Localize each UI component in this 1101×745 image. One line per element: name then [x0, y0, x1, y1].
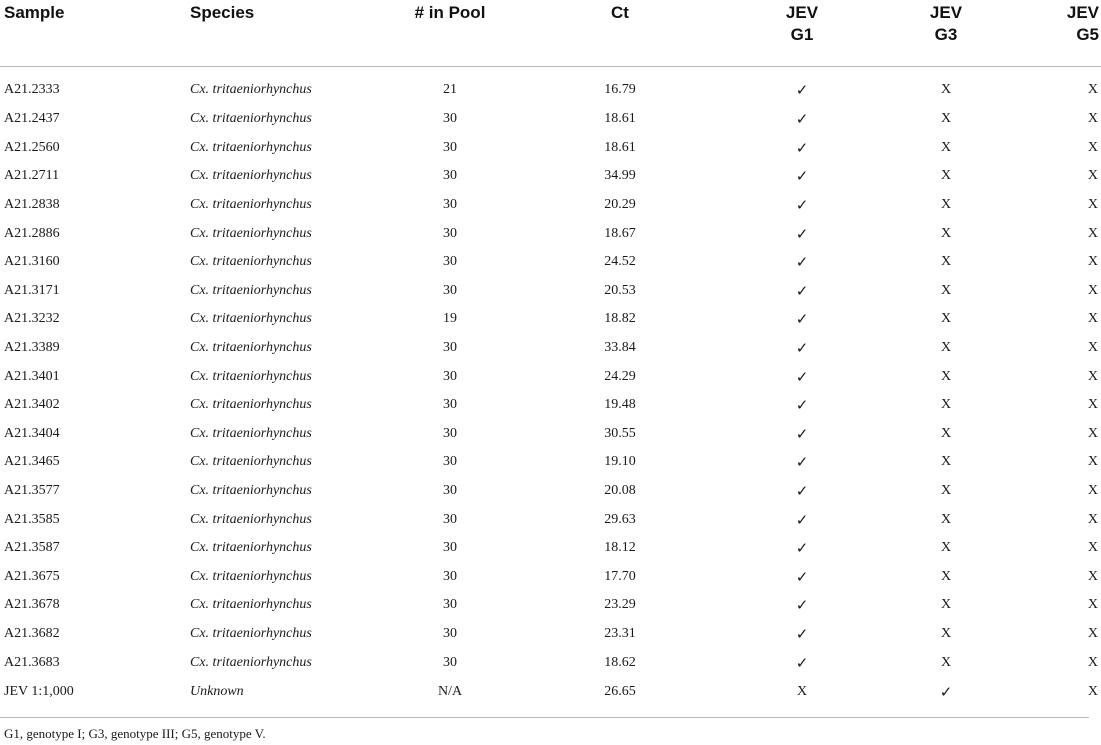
cell-species: Cx. tritaeniorhynchus: [190, 397, 312, 413]
cell-sample: A21.2560: [4, 139, 60, 155]
cell-sample: A21.3404: [4, 425, 60, 441]
cell-species: Cx. tritaeniorhynchus: [190, 225, 312, 241]
table-row: [0, 534, 1101, 563]
header-pool: # in Pool: [390, 0, 510, 67]
table-row: [0, 305, 1101, 334]
cell-sample: A21.3585: [4, 511, 60, 527]
cell-pool: 30: [443, 225, 457, 241]
cell-g5: X: [1087, 168, 1098, 184]
cell-g5: X: [1087, 82, 1098, 97]
cell-g1: ✓: [795, 110, 809, 129]
cell-ct: 18.82: [604, 311, 636, 327]
cell-sample: A21.2711: [4, 168, 60, 184]
cell-pool: 30: [443, 397, 457, 413]
cell-g5: X: [1087, 197, 1098, 213]
table-row: [0, 477, 1101, 506]
cell-g5: X: [1087, 111, 1098, 127]
cell-g3: X: [940, 597, 952, 613]
cell-pool: 30: [443, 168, 457, 184]
cell-g5: X: [1087, 625, 1098, 641]
cell-g1: ✓: [795, 596, 809, 615]
table-row: [0, 620, 1101, 649]
cell-sample: A21.3160: [4, 254, 60, 270]
cell-sample: A21.2886: [4, 225, 60, 241]
cell-g3: X: [940, 168, 952, 184]
cell-g1: ✓: [795, 567, 809, 586]
table-row: [0, 191, 1101, 220]
cell-g1: ✓: [795, 81, 809, 99]
cell-species: Cx. tritaeniorhynchus: [190, 197, 312, 213]
cell-g1: ✓: [795, 167, 809, 186]
cell-species: Cx. tritaeniorhynchus: [190, 625, 312, 641]
cell-species: Cx. tritaeniorhynchus: [190, 82, 312, 97]
cell-g3: X: [940, 368, 952, 384]
header-jev-g3-line2: G3: [934, 25, 958, 44]
cell-g5: X: [1087, 597, 1098, 613]
cell-ct: 23.31: [604, 625, 636, 641]
cell-species: Cx. tritaeniorhynchus: [190, 540, 312, 556]
cell-g3: X: [940, 311, 952, 327]
header-jev-g5: [1018, 0, 1101, 67]
header-jev-g3-line1: JEV: [929, 3, 963, 22]
cell-g1: ✓: [795, 310, 809, 329]
header-jev-g1: [730, 0, 874, 67]
cell-species: Cx. tritaeniorhynchus: [190, 111, 312, 127]
cell-species: Unknown: [190, 683, 244, 699]
cell-ct: 23.29: [604, 597, 636, 613]
table-row: [0, 105, 1101, 134]
cell-sample: A21.3587: [4, 540, 60, 556]
cell-sample: A21.3465: [4, 454, 60, 470]
cell-g5: X: [1087, 454, 1098, 470]
cell-ct: 20.08: [604, 483, 636, 499]
cell-g1: ✓: [795, 624, 809, 643]
header-jev-g3: [874, 0, 1018, 67]
cell-g3: X: [940, 82, 952, 97]
table-row: [0, 648, 1101, 677]
cell-pool: 30: [443, 568, 457, 584]
cell-g1: ✓: [795, 224, 809, 243]
cell-species: Cx. tritaeniorhynchus: [190, 425, 312, 441]
cell-g3: X: [940, 139, 952, 155]
cell-species: Cx. tritaeniorhynchus: [190, 654, 312, 670]
cell-species: Cx. tritaeniorhynchus: [190, 139, 312, 155]
cell-pool: 30: [443, 368, 457, 384]
cell-ct: 18.61: [604, 111, 636, 127]
cell-species: Cx. tritaeniorhynchus: [190, 568, 312, 584]
cell-pool: 30: [443, 139, 457, 155]
cell-sample: A21.2437: [4, 111, 60, 127]
cell-pool: 30: [443, 654, 457, 670]
cell-species: Cx. tritaeniorhynchus: [190, 311, 312, 327]
cell-species: Cx. tritaeniorhynchus: [190, 483, 312, 499]
cell-g3: X: [940, 654, 952, 670]
cell-sample: A21.3402: [4, 397, 60, 413]
cell-species: Cx. tritaeniorhynchus: [190, 254, 312, 270]
cell-g3: X: [940, 483, 952, 499]
table-row: [0, 334, 1101, 363]
cell-g1: ✓: [795, 424, 809, 443]
cell-g5: X: [1087, 425, 1098, 441]
cell-species: Cx. tritaeniorhynchus: [190, 168, 312, 184]
cell-ct: 18.12: [604, 540, 636, 556]
cell-ct: 24.52: [604, 254, 636, 270]
cell-pool: 30: [443, 540, 457, 556]
cell-g5: X: [1087, 397, 1098, 413]
table-row: [0, 162, 1101, 191]
cell-pool: 30: [443, 511, 457, 527]
cell-g1: ✓: [795, 396, 809, 415]
table-footnote: G1, genotype I; G3, genotype III; G5, genotype V.: [4, 726, 266, 741]
header-jev-g1-line2: G1: [790, 25, 814, 44]
cell-pool: 30: [443, 254, 457, 270]
cell-pool: 30: [443, 111, 457, 127]
cell-species: Cx. tritaeniorhynchus: [190, 511, 312, 527]
cell-ct: 34.99: [604, 168, 636, 184]
cell-g1: ✓: [795, 138, 809, 157]
table-row: [0, 677, 1101, 707]
table-body: [0, 67, 1101, 707]
cell-species: Cx. tritaeniorhynchus: [190, 368, 312, 384]
cell-ct: 29.63: [604, 511, 636, 527]
cell-ct: 19.48: [604, 397, 636, 413]
cell-g1: ✓: [795, 253, 809, 272]
cell-pool: N/A: [437, 683, 463, 699]
cell-g3: ✓: [939, 682, 953, 701]
cell-pool: 30: [443, 282, 457, 298]
cell-pool: 30: [443, 483, 457, 499]
cell-sample: A21.3682: [4, 625, 60, 641]
cell-species: Cx. tritaeniorhynchus: [190, 282, 312, 298]
cell-g5: X: [1087, 340, 1098, 356]
header-sample: Sample: [0, 0, 184, 67]
cell-sample: A21.3675: [4, 568, 60, 584]
cell-g5: X: [1087, 683, 1098, 699]
cell-sample: JEV 1:1,000: [4, 683, 74, 699]
cell-g3: X: [940, 625, 952, 641]
table-row: [0, 563, 1101, 592]
header-species: Species: [184, 0, 390, 67]
cell-ct: 18.67: [604, 225, 636, 241]
cell-g3: X: [940, 225, 952, 241]
table-row: [0, 67, 1101, 106]
cell-g3: X: [940, 425, 952, 441]
cell-sample: A21.3678: [4, 597, 60, 613]
cell-ct: 17.70: [604, 568, 636, 584]
cell-g5: X: [1087, 225, 1098, 241]
cell-g3: X: [940, 254, 952, 270]
cell-g1: X: [796, 683, 808, 699]
cell-g5: X: [1087, 540, 1098, 556]
cell-ct: 20.53: [604, 282, 636, 298]
header-ct: Ct: [510, 0, 730, 67]
cell-sample: A21.3577: [4, 483, 60, 499]
cell-species: Cx. tritaeniorhynchus: [190, 597, 312, 613]
table-row: [0, 505, 1101, 534]
cell-ct: 18.62: [604, 654, 636, 670]
cell-sample: A21.3389: [4, 340, 60, 356]
cell-g5: X: [1087, 483, 1098, 499]
cell-pool: 30: [443, 597, 457, 613]
cell-g1: ✓: [795, 281, 809, 300]
cell-sample: A21.2838: [4, 197, 60, 213]
cell-ct: 19.10: [604, 454, 636, 470]
table-row: [0, 219, 1101, 248]
cell-g3: X: [940, 511, 952, 527]
table-row: [0, 248, 1101, 277]
table-row: [0, 420, 1101, 449]
cell-g5: X: [1087, 654, 1098, 670]
cell-g5: X: [1087, 282, 1098, 298]
cell-g1: ✓: [795, 367, 809, 386]
cell-g5: X: [1087, 311, 1098, 327]
cell-g3: X: [940, 111, 952, 127]
cell-sample: A21.3171: [4, 282, 60, 298]
cell-ct: 16.79: [604, 82, 636, 97]
cell-g5: X: [1087, 568, 1098, 584]
cell-g3: X: [940, 540, 952, 556]
cell-pool: 30: [443, 340, 457, 356]
table-row: [0, 391, 1101, 420]
cell-sample: A21.3401: [4, 368, 60, 384]
cell-g3: X: [940, 397, 952, 413]
table-header: [0, 0, 1101, 67]
cell-pool: 30: [443, 454, 457, 470]
cell-g1: ✓: [795, 453, 809, 472]
cell-g5: X: [1087, 254, 1098, 270]
cell-ct: 33.84: [604, 340, 636, 356]
table-bottom-rule: [0, 717, 1089, 718]
cell-species: Cx. tritaeniorhynchus: [190, 454, 312, 470]
cell-species: Cx. tritaeniorhynchus: [190, 340, 312, 356]
cell-g5: X: [1087, 511, 1098, 527]
cell-pool: 21: [443, 82, 457, 97]
cell-g1: ✓: [795, 339, 809, 358]
cell-g5: X: [1087, 139, 1098, 155]
cell-g3: X: [940, 568, 952, 584]
table-row: [0, 362, 1101, 391]
cell-sample: A21.3232: [4, 311, 60, 327]
cell-g3: X: [940, 340, 952, 356]
table-row: [0, 591, 1101, 620]
header-jev-g5-line2: G5: [1076, 25, 1099, 44]
cell-g1: ✓: [795, 653, 809, 672]
cell-g1: ✓: [795, 539, 809, 558]
cell-pool: 30: [443, 625, 457, 641]
cell-g3: X: [940, 282, 952, 298]
cell-sample: A21.3683: [4, 654, 60, 670]
cell-ct: 26.65: [604, 683, 636, 699]
cell-ct: 20.29: [604, 197, 636, 213]
cell-sample: A21.2333: [4, 82, 60, 97]
cell-g1: ✓: [795, 482, 809, 501]
table-row: [0, 277, 1101, 306]
cell-g5: X: [1087, 368, 1098, 384]
cell-pool: 30: [443, 425, 457, 441]
cell-ct: 18.61: [604, 139, 636, 155]
header-jev-g5-line1: JEV: [1066, 3, 1099, 22]
header-jev-g1-line1: JEV: [785, 3, 819, 22]
cell-ct: 24.29: [604, 368, 636, 384]
table-row: [0, 134, 1101, 163]
cell-g1: ✓: [795, 510, 809, 529]
cell-g1: ✓: [795, 196, 809, 215]
table-row: [0, 448, 1101, 477]
cell-g3: X: [940, 454, 952, 470]
cell-g3: X: [940, 197, 952, 213]
cell-pool: 19: [443, 311, 457, 327]
header-row: [0, 0, 1101, 67]
cell-pool: 30: [443, 197, 457, 213]
cell-ct: 30.55: [604, 425, 636, 441]
